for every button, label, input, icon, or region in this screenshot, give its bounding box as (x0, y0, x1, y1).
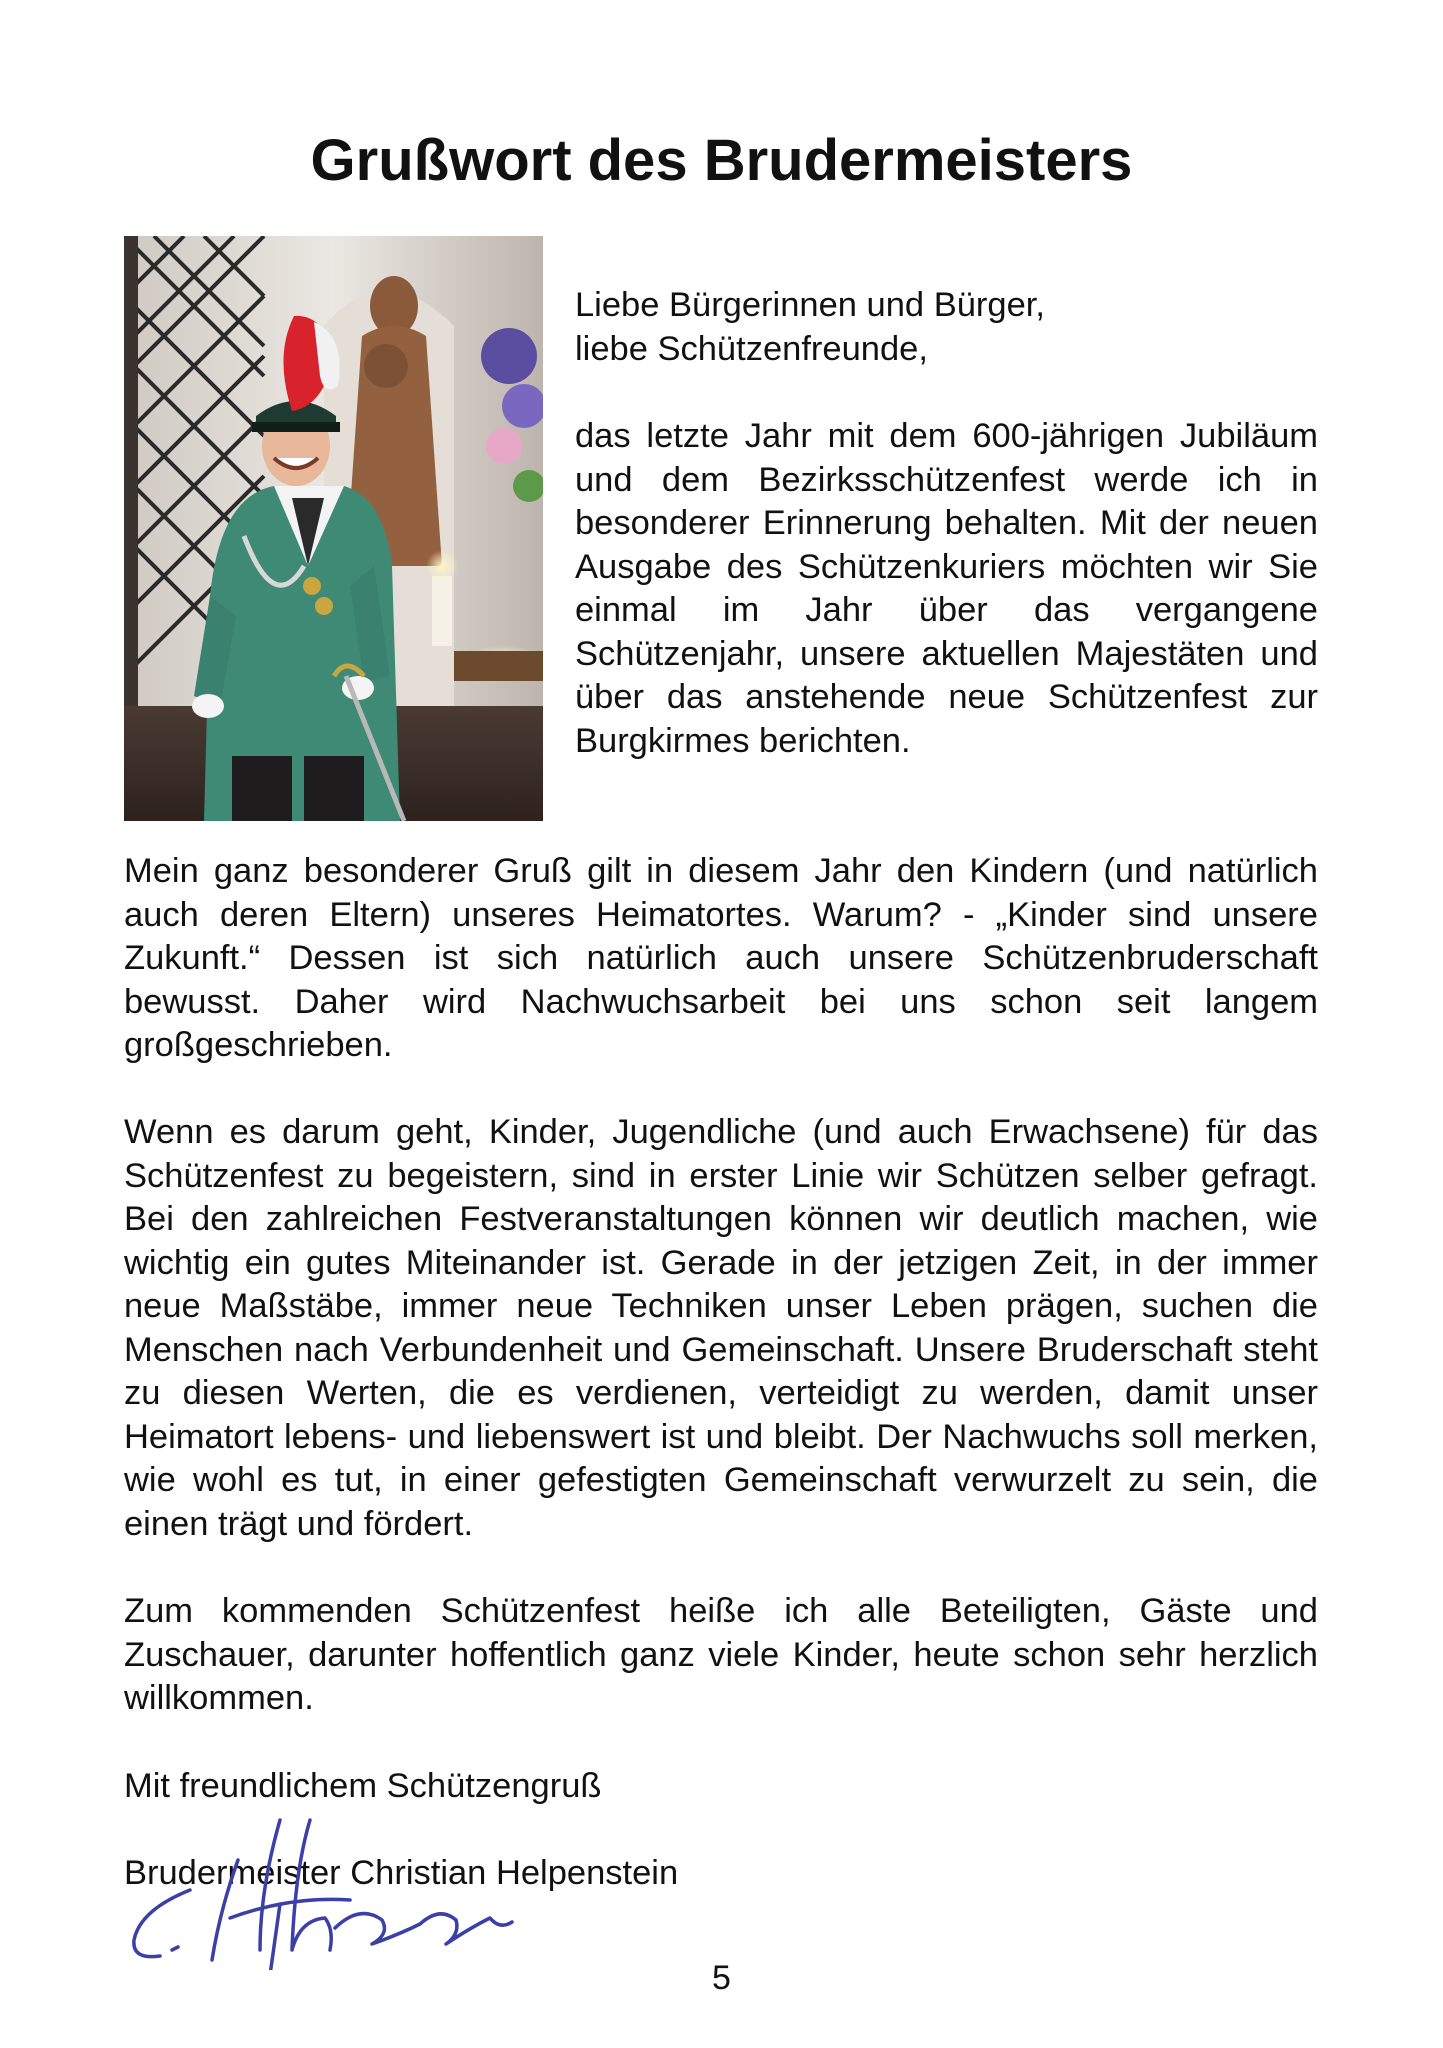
paragraph-children: Mein ganz besonderer Gruß gilt in diesem Jahr den Kindern (und natürlich auch deren Eltern) unseres Heimatortes. Warum? - „Kinder sind unsere Zukunft.“ Dessen ist sich natürlich auch unsere Schützenbruderschaft bewusst. Daher wird Nachwuchsarbeit bei uns schon seit langem großgeschrieben. (124, 852, 1318, 1064)
salutation (575, 284, 1318, 371)
paragraph-intro: das letzte Jahr mit dem 600-jährigen Jubiläum und dem Bezirksschützenfest werde ich in besonderer Erinnerung behalten. Mit der neuen Ausgabe des Schützenkuriers möchten wir Sie einmal im Jahr über das vergangene Schützenjahr, unsere aktuellen Majestäten und über das anstehende neue Schützenfest zur Burgkirmes berichten. (575, 417, 1318, 760)
salutation-line-2: liebe Schützenfreunde, (575, 329, 928, 368)
paragraph-welcome: Zum kommenden Schützenfest heiße ich alle Beteiligten, Gäste und Zuschauer, darunter hoffentlich ganz viele Kinder, heute schon sehr herzlich willkommen. (124, 1592, 1318, 1717)
portrait-photo (124, 236, 543, 821)
page-title: Grußwort des Brudermeisters (310, 128, 1133, 193)
signatory-name: Brudermeister Christian Helpenstein (124, 1854, 679, 1892)
closing-greeting: Mit freundlichem Schützengruß (124, 1767, 602, 1805)
paragraph-community: Wenn es darum geht, Kinder, Jugendliche (und auch Erwachsene) für das Schützenfest zu begeistern, sind in erster Linie wir Schützen selber gefragt. Bei den zahlreichen Festveranstaltungen können wir deutlich machen, wie wichtig ein gutes Miteinander ist. Gerade in der jetzigen Zeit, in der immer neue Maßstäbe, immer neue Techniken unser Leben prägen, suchen die Menschen nach Verbundenheit und Gemeinschaft. Unsere Bruderschaft steht zu diesen Werten, die es verdienen, verteidigt zu werden, damit unser Heimatort lebens- und liebenswert ist und bleibt. Der Nachwuchs soll merken, wie wohl es tut, in einer gefestigten Gemeinschaft verwurzelt zu sein, die einen trägt und fördert. (124, 1113, 1318, 1543)
page-number: 5 (712, 1959, 731, 1997)
salutation-line-1: Liebe Bürgerinnen und Bürger, (575, 286, 1045, 324)
